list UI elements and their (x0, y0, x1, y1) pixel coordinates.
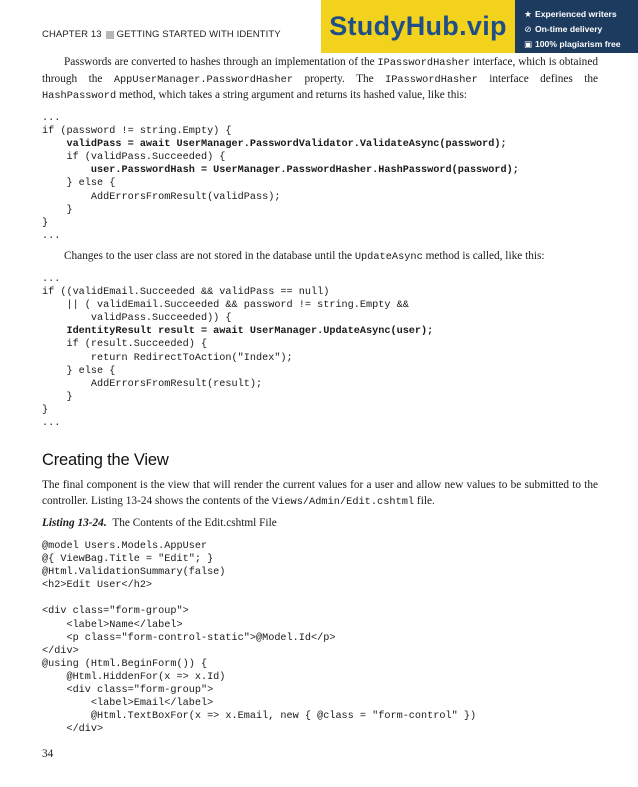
code-line: <div class="form-group"> (42, 606, 189, 618)
code-line: <p class="form-control-static">@Model.Id</p> (42, 632, 336, 644)
ad-feature-item (523, 7, 638, 22)
code-line: ... (42, 418, 61, 430)
ad-feature-label: Experienced writers (535, 9, 617, 19)
code-line: ... (42, 274, 61, 285)
paragraph-creating-view: The final component is the view that will render the current values for a user and allow new values to be submitted to the controller. Listing 13-24 shows the contents of the Views/Admin/Edit.cshtml file. (42, 479, 598, 508)
listing-label: Listing 13-24. (42, 517, 107, 529)
code-line: @Html.TextBoxFor(x => x.Email, new { @class = "form-control" }) (42, 711, 477, 723)
running-header (42, 29, 281, 40)
ad-feature-item (523, 37, 638, 52)
ad-feature-list (515, 0, 638, 53)
code-line: @using (Html.BeginForm()) { (42, 658, 208, 670)
code-block-hash-password (42, 112, 519, 243)
ad-feature-label: On-time delivery (535, 24, 603, 34)
code-line: @Html.HiddenFor(x => x.Id) (42, 671, 226, 683)
code-line: <label>Name</label> (42, 619, 183, 631)
code-line: validPass = await UserManager.PasswordValidator.ValidateAsync(password); (42, 139, 507, 151)
header-separator-square (106, 31, 114, 39)
clock-icon: ⊘ (524, 24, 532, 34)
code-line: if (password != string.Empty) { (42, 126, 232, 138)
code-line: if ((validEmail.Succeeded && validPass == null) (42, 287, 330, 299)
star-icon: ★ (524, 9, 532, 19)
section-heading: Creating the View (42, 451, 169, 469)
chapter-title: GETTING STARTED WITH IDENTITY (116, 29, 281, 40)
code-line: if (validPass.Succeeded) { (42, 152, 226, 164)
code-line: @Html.ValidationSummary(false) (42, 567, 226, 579)
code-block-edit-cshtml (42, 540, 476, 736)
code-line: } else { (42, 365, 116, 377)
studyhub-logo[interactable]: StudyHub.vip (321, 0, 515, 53)
code-line: ... (42, 230, 61, 242)
page-number: 34 (42, 748, 54, 760)
ad-feature-label: 100% plagiarism free (535, 39, 621, 49)
code-line: AddErrorsFromResult(validPass); (42, 191, 281, 203)
listing-caption (42, 517, 277, 529)
code-line: if (result.Succeeded) { (42, 339, 208, 351)
code-line: || ( validEmail.Succeeded && password != string.Empty && (42, 300, 409, 312)
code-line: } (42, 404, 49, 416)
paragraph-password-hasher: Passwords are converted to hashes through an implementation of the IPasswordHasher interface, which is obtained through the AppUserManager.PasswordHasher property. The IPasswordHasher interface defines the HashPassword method, which takes a string argument and returns its hashed value, like this: (42, 56, 599, 102)
code-line: } else { (42, 178, 116, 190)
code-line: @model Users.Models.AppUser (42, 541, 208, 552)
code-line: AddErrorsFromResult(result); (42, 378, 263, 390)
paragraph-update-async: Changes to the user class are not stored in the database until the UpdateAsync method is called, like this: (64, 250, 545, 263)
code-line: return RedirectToAction("Index"); (42, 352, 293, 364)
code-line: @{ ViewBag.Title = "Edit"; } (42, 554, 214, 566)
code-line: <div class="form-group"> (42, 685, 214, 697)
code-line: <h2>Edit User</h2> (42, 580, 153, 592)
ad-feature-item (523, 22, 638, 37)
studyhub-ad-banner[interactable] (321, 0, 638, 53)
chapter-label: CHAPTER 13 (42, 29, 102, 40)
code-line: user.PasswordHash = UserManager.PasswordHasher.HashPassword(password); (42, 165, 519, 177)
code-line: IdentityResult result = await UserManager.UpdateAsync(user); (42, 326, 434, 338)
shield-icon: ▣ (523, 39, 533, 49)
code-line: } (42, 204, 73, 216)
code-line: } (42, 391, 73, 403)
code-block-update-async (42, 273, 433, 430)
code-line: } (42, 217, 49, 229)
code-line: validPass.Succeeded)) { (42, 313, 232, 325)
code-line: </div> (42, 645, 79, 657)
code-line: </div> (42, 724, 104, 736)
code-line (42, 592, 476, 605)
listing-title: The Contents of the Edit.cshtml File (112, 517, 277, 529)
code-line: <label>Email</label> (42, 698, 214, 710)
code-line: ... (42, 113, 61, 124)
